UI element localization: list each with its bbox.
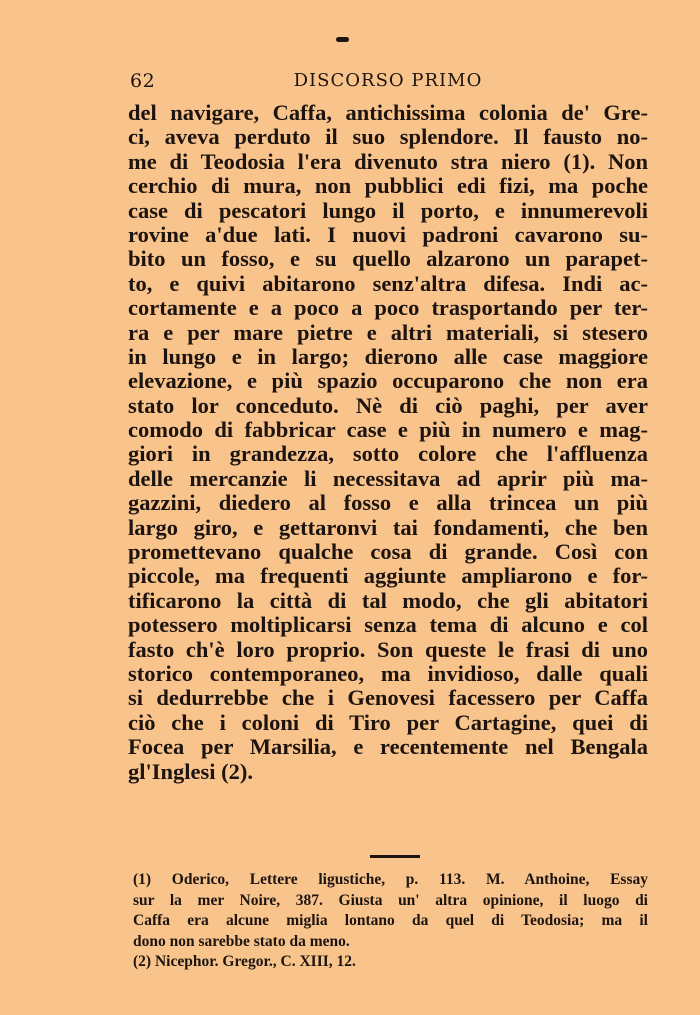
text-line: piccole, ma frequenti aggiunte ampliarono e for- [128, 563, 648, 589]
text-line: promettevano qualche cosa di grande. Così con [128, 539, 648, 565]
page-number: 62 [130, 70, 156, 92]
footnote-line: (2) Nicephor. Gregor., C. XIII, 12. [133, 953, 356, 970]
text-line: largo giro, e gettaronvi tai fondamenti, che ben [128, 514, 648, 540]
text-line: elevazione, e più spazio occuparono che non era [128, 368, 648, 394]
text-line: giori in grandezza, sotto colore che l'affluenza [128, 441, 648, 467]
text-line: cortamente e a poco a poco trasportando per ter- [128, 295, 648, 321]
main-text-block [128, 101, 648, 784]
footnote-line: (1) Oderico, Lettere ligustiche, p. 113. M. Anthoine, Essay [133, 871, 648, 888]
page-header [130, 70, 646, 94]
text-line: si dedurrebbe che i Genovesi facessero per Caffa [128, 685, 648, 711]
text-line: comodo di fabbricar case e più in numero e mag- [128, 417, 648, 443]
text-line: storico contemporaneo, ma invidioso, dalle quali [128, 660, 648, 686]
text-line: del navigare, Caffa, antichissima colonia de' Gre- [128, 100, 648, 125]
text-line: potessero moltiplicarsi senza tema di alcuno e col [128, 612, 648, 638]
text-line: gazzini, diedero al fosso e alla trincea un più [128, 490, 648, 516]
text-line: Focea per Marsilia, e recentemente nel Bengala [128, 734, 648, 760]
text-line: fasto ch'è loro proprio. Son queste le frasi di uno [128, 636, 648, 662]
text-line: ciò che i coloni di Tiro per Cartagine, quei di [128, 709, 648, 735]
text-line: tificarono la città di tal modo, che gli abitatori [128, 587, 648, 613]
text-line: stato lor conceduto. Nè di ciò paghi, per aver [128, 392, 648, 418]
footnote-line: Caffa era alcune miglia lontano da quel di Teodosia; ma il [133, 912, 648, 929]
running-title: DISCORSO PRIMO [293, 70, 483, 91]
text-line: bito un fosso, e su quello alzarono un parapet- [128, 246, 648, 272]
footnote-line: dono non sarebbe stato da meno. [133, 932, 350, 950]
footnotes-block [133, 870, 648, 973]
text-line: case di pescatori lungo il porto, e innumerevoli [128, 197, 648, 223]
text-line: cerchio di mura, non pubblici edi fizi, ma poche [128, 173, 648, 199]
text-line: in lungo e in largo; dierono alle case maggiore [128, 343, 648, 369]
top-ornament-mark [336, 37, 349, 42]
footnote-separator-rule [370, 855, 420, 858]
text-line: ci, aveva perduto il suo splendore. Il fausto no- [128, 124, 648, 150]
footnote-line: sur la mer Noire, 387. Giusta un' altra opinione, il luogo di [133, 891, 648, 909]
text-line: rovine a'due lati. I nuovi padroni cavarono su- [128, 221, 648, 247]
text-line: ra e per mare pietre e altri materiali, si stesero [128, 319, 648, 345]
text-line: me di Teodosia l'era divenuto stra niero (1). Non [128, 148, 648, 174]
text-line: to, e quivi abitarono senz'altra difesa. Indi ac- [128, 270, 648, 296]
text-line: delle mercanzie li necessitava ad aprir più ma- [128, 465, 648, 491]
text-line: gl'Inglesi (2). [128, 758, 254, 784]
